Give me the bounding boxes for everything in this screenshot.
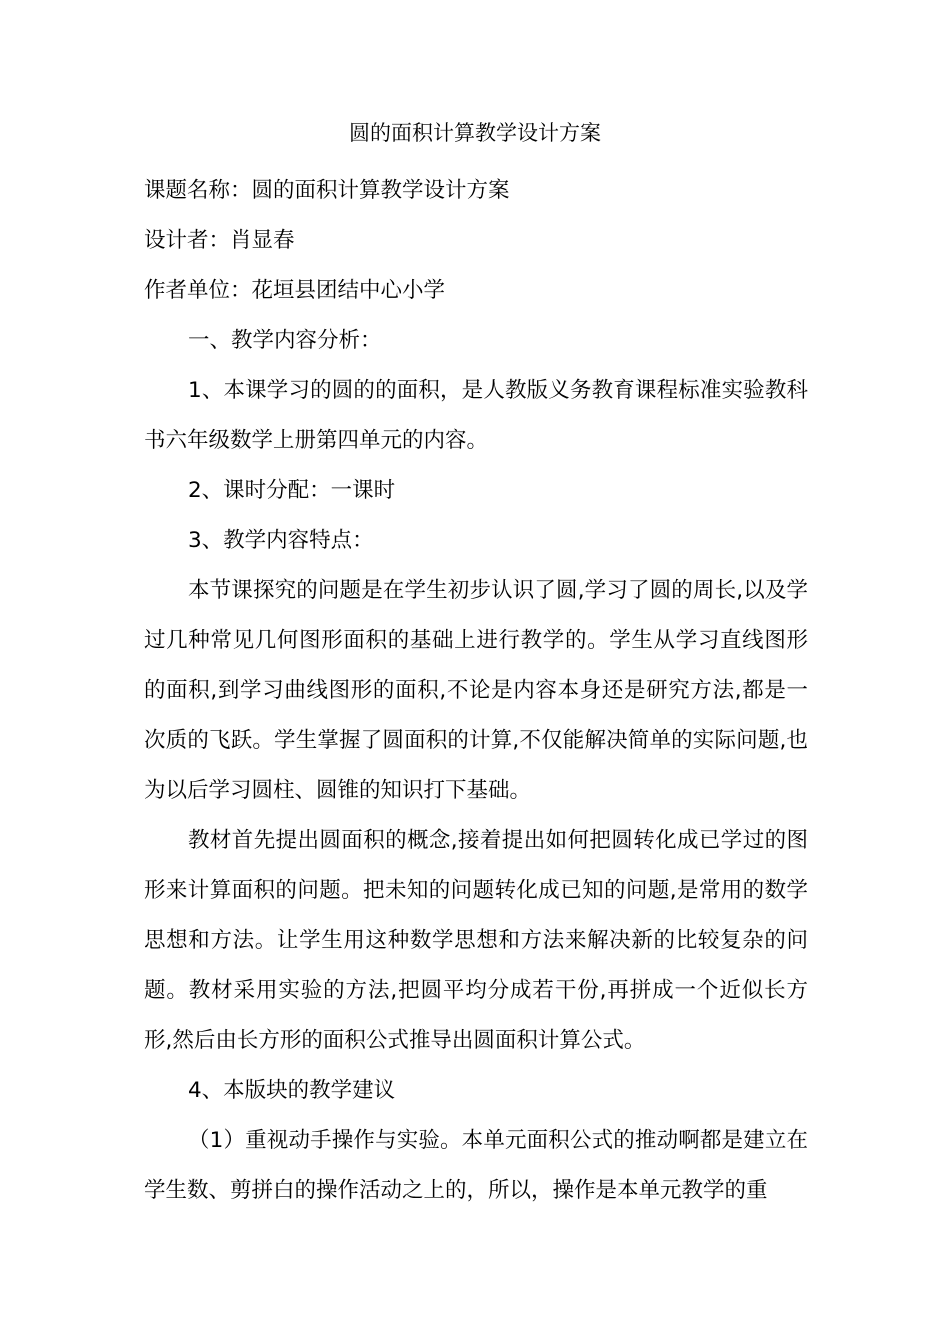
document-title: 圆的面积计算教学设计方案 [349, 121, 601, 145]
author-unit-line: 作者单位：花垣县团结中心小学 [144, 278, 446, 303]
paragraph-class-hours: 2、课时分配：一课时 [188, 478, 396, 503]
paragraph-lesson-source: 1、本课学习的圆的的面积，是人教版义务教育课程标准实验教科书六年级数学上册第四单元的内容。 [144, 378, 808, 453]
paragraph-teaching-suggestions-heading: 4、本版块的教学建议 [188, 1078, 396, 1103]
section-heading-content-analysis: 一、教学内容分析： [188, 328, 382, 353]
paragraph-textbook-approach: 教材首先提出圆面积的概念,接着提出如何把圆转化成已学过的图形来计算面积的问题。把未知的问题转化成已知的问题,是常用的数学思想和方法。让学生用这种数学思想和方法来解决新的比较复杂的问题。教材采用实验的方法,把圆平均分成若干份,再拼成一个近似长方形,然后由长方形的面积公式推导出圆面积计算公式。 [144, 828, 808, 1053]
lesson-name-line: 课题名称：圆的面积计算教学设计方案 [144, 178, 510, 203]
paragraph-content-features-heading: 3、教学内容特点： [188, 528, 374, 553]
designer-line: 设计者：肖显春 [144, 228, 295, 253]
paragraph-content-features: 本节课探究的问题是在学生初步认识了圆,学习了圆的周长,以及学过几种常见几何图形面积的基础上进行教学的。学生从学习直线图形的面积,到学习曲线图形的面积,不论是内容本身还是研究方法,都是一次质的飞跃。学生掌握了圆面积的计算,不仅能解决简单的实际问题,也为以后学习圆柱、圆锥的知识打下基础。 [144, 578, 808, 803]
paragraph-suggestion-1: （1）重视动手操作与实验。本单元面积公式的推动啊都是建立在学生数、剪拼白的操作活动之上的，所以，操作是本单元教学的重 [144, 1128, 808, 1203]
document-body [144, 166, 808, 1216]
